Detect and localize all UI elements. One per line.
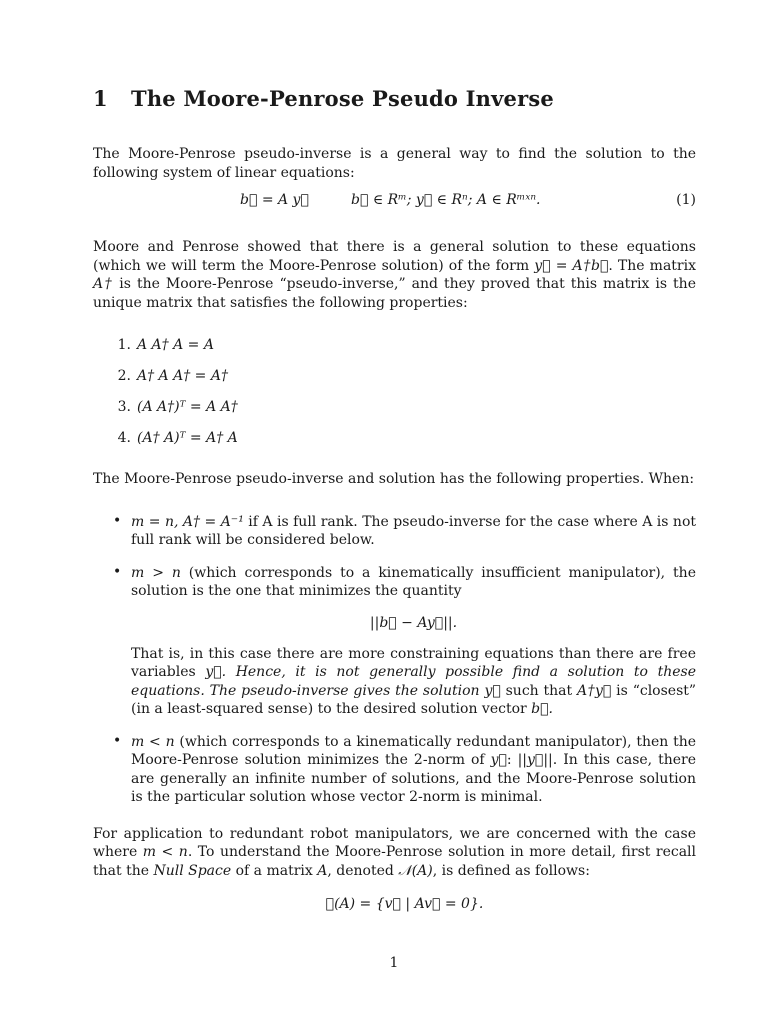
case-less xyxy=(93,733,696,807)
equation-1-lhs: b⃗ = A y⃗ xyxy=(240,192,309,208)
property-item xyxy=(93,429,696,460)
property-formula: A A† A = A xyxy=(137,337,214,353)
closing-text-c: . To understand the Moore-Penrose solution in more detail, first recall that the xyxy=(93,844,696,879)
equation-1-number: (1) xyxy=(676,192,696,208)
properties-list xyxy=(93,336,696,460)
explanation-text-e: A†y⃗ xyxy=(577,682,612,699)
case-less-math: m < n xyxy=(131,733,175,750)
property-number: 2. xyxy=(117,368,131,384)
case-greater xyxy=(93,564,696,719)
case-greater-math: m > n xyxy=(131,564,181,581)
case-less-y: y⃗ xyxy=(490,752,507,768)
equation-1-rhs: b⃗ ∈ Rᵐ; y⃗ ∈ Rⁿ; A ∈ Rᵐˣⁿ. xyxy=(351,192,541,208)
explanation-text-g: b⃗. xyxy=(531,701,553,717)
explanation-text-d: such that xyxy=(505,682,573,699)
explanation-text-c: y⃗ xyxy=(484,682,501,699)
case-less-body-a: (which corresponds to a kinematically redundant manipulator), then the Moore-Penrose solution minimizes the 2-norm of xyxy=(131,733,696,768)
case-less-body-b: . In this case, there are generally an infinite number of solutions, and the Moore-Penrose solution is the particular solution whose vector 2-norm is minimal. xyxy=(131,752,696,805)
property-number: 4. xyxy=(117,430,131,446)
definition-formula: y⃗ = A†b⃗ xyxy=(534,257,609,274)
case-greater-text xyxy=(131,564,696,601)
case-less-norm: ||y⃗|| xyxy=(517,752,553,768)
closing-text-g: , denoted xyxy=(327,862,394,879)
property-number: 3. xyxy=(117,399,131,415)
bullet-dot: • xyxy=(113,732,122,749)
definition-matrix: A† xyxy=(93,276,114,292)
closing-text-b: m < n xyxy=(142,844,188,860)
minimized-quantity: ||b⃗ − Ay⃗||. xyxy=(369,614,458,631)
page-number: 1 xyxy=(389,955,399,971)
bullet-dot: • xyxy=(113,512,122,529)
closing-paragraph xyxy=(93,825,696,881)
definition-text-3: is the Moore-Penrose “pseudo-inverse,” and they proved that this matrix is the unique matrix that satisfies the following properties: xyxy=(93,276,696,311)
null-space-equation: 𝒩(A) = {v⃗ | Av⃗ = 0}. xyxy=(325,896,484,912)
explanation-text-a: That is, in this case there are more constraining equations than there are free variables xyxy=(131,645,696,680)
closing-text-f: A xyxy=(317,862,328,879)
property-formula: (A A†)ᵀ = A A† xyxy=(137,399,238,415)
section-heading xyxy=(93,86,696,111)
bullet-dot: • xyxy=(113,563,122,580)
explanation-text-f: is “closest” (in a least-squared sense) to the desired solution vector xyxy=(131,682,697,717)
case-less-text: m < n (which corresponds to a kinematically redundant manipulator), then the Moore-Penrose solution minimizes the 2-norm of y⃗: ||y⃗||. In this case, there are generally an infinite number of solutions, and the Moore-Penrose solution is the particular solution whose vector 2-norm is minimal. xyxy=(131,733,696,805)
closing-text-e: of a matrix xyxy=(235,862,313,879)
cases-list xyxy=(93,513,696,807)
case-equal-body: if A is full rank. The pseudo-inverse for the case where A is not full rank will be considered below. xyxy=(131,513,696,548)
definition-text-2: . The matrix xyxy=(608,257,696,274)
intro-paragraph: The Moore-Penrose pseudo-inverse is a general way to find the solution to the following system of linear equations: xyxy=(93,146,696,181)
closing-text-h: 𝒩(A) xyxy=(398,862,433,879)
closing-text-d: Null Space xyxy=(153,862,232,879)
case-equal-text xyxy=(131,513,696,550)
closing-text-i: , is defined as follows: xyxy=(432,862,590,879)
property-formula: A† A A† = A† xyxy=(137,368,228,384)
properties-lead: The Moore-Penrose pseudo-inverse and solution has the following properties. When: xyxy=(93,471,695,487)
definition-text-1: Moore and Penrose showed that there is a general solution to these equations (which we will term the Moore-Penrose solution) of the form xyxy=(93,239,696,274)
property-item xyxy=(93,398,696,429)
equation-1 xyxy=(93,192,696,212)
closing-text-a: For application to redundant robot manipulators, we are concerned with the case where xyxy=(93,825,696,860)
case-greater-explanation xyxy=(131,645,696,719)
case-greater-body: (which corresponds to a kinematically insufficient manipulator), the solution is the one that minimizes the quantity xyxy=(131,564,696,599)
case-equal xyxy=(93,513,696,550)
paragraph-definition xyxy=(93,238,696,312)
section-title: The Moore-Penrose Pseudo Inverse xyxy=(131,86,554,111)
property-item xyxy=(93,336,696,367)
property-number: 1. xyxy=(117,337,131,353)
section-number: 1 xyxy=(93,86,108,111)
property-item xyxy=(93,367,696,398)
explanation-text-b: y⃗. Hence, it is not generally possible find a solution to these equations. The pseudo-inverse gives the solution xyxy=(131,664,696,699)
property-formula: (A† A)ᵀ = A† A xyxy=(137,430,238,446)
case-equal-math: m = n, A† = A⁻¹ xyxy=(131,513,244,530)
